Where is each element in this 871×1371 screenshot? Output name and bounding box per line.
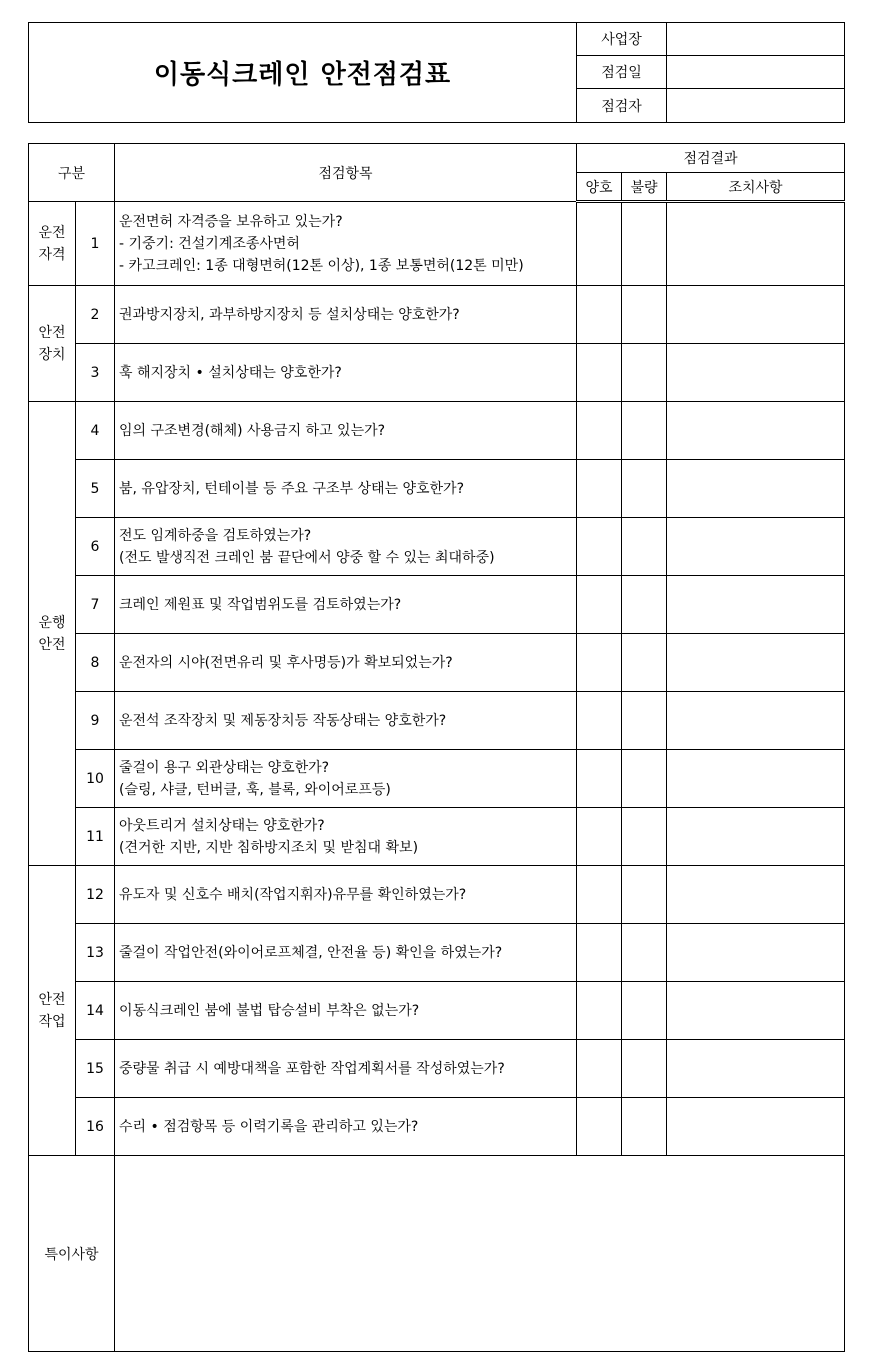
action-cell[interactable] [667, 402, 845, 460]
category-label-line: 자격 [38, 246, 66, 263]
result-good-cell[interactable] [577, 402, 622, 460]
table-row [29, 286, 845, 344]
inspector-label: 점검자 [577, 89, 667, 123]
result-header: 점검결과 [577, 144, 845, 173]
action-cell[interactable] [667, 460, 845, 518]
item-number: 8 [76, 634, 115, 692]
category-label-line: 장치 [38, 346, 66, 363]
result-good-cell[interactable] [577, 866, 622, 924]
check-item-line: 운전석 조작장치 및 제동장치등 작동상태는 양호한가? [119, 712, 447, 729]
result-bad-cell[interactable] [622, 518, 667, 576]
check-item-line: (전도 발생직전 크레인 붐 끝단에서 양중 할 수 있는 최대하중) [119, 549, 495, 566]
result-bad-cell[interactable] [622, 1098, 667, 1156]
result-bad-cell[interactable] [622, 460, 667, 518]
action-cell[interactable] [667, 518, 845, 576]
result-good-cell[interactable] [577, 750, 622, 808]
site-field[interactable] [667, 23, 845, 56]
action-cell[interactable] [667, 634, 845, 692]
result-good-cell[interactable] [577, 808, 622, 866]
check-item-line: 아웃트리거 설치상태는 양호한가? [119, 817, 325, 834]
special-notes-field[interactable] [115, 1156, 845, 1352]
action-cell[interactable] [667, 576, 845, 634]
check-item-line: 운전면허 자격증을 보유하고 있는가? [119, 213, 343, 230]
check-item-text [115, 692, 577, 750]
inspector-field[interactable] [667, 89, 845, 123]
check-item-line: 붐, 유압장치, 턴테이블 등 주요 구조부 상태는 양호한가? [119, 480, 465, 497]
action-cell[interactable] [667, 750, 845, 808]
item-number: 11 [76, 808, 115, 866]
action-cell[interactable] [667, 344, 845, 402]
table-row [29, 924, 845, 982]
check-item-text [115, 634, 577, 692]
table-row [29, 202, 845, 286]
category-label [29, 286, 76, 402]
header-table [28, 22, 845, 123]
check-item-text [115, 982, 577, 1040]
table-row [29, 982, 845, 1040]
category-label-line: 운행 [38, 614, 66, 631]
check-item-line: (견거한 지반, 지반 침하방지조치 및 받침대 확보) [119, 839, 419, 856]
check-item-line: 전도 임계하중을 검토하였는가? [119, 527, 312, 544]
result-bad-cell[interactable] [622, 344, 667, 402]
action-cell[interactable] [667, 982, 845, 1040]
table-row [29, 750, 845, 808]
result-bad-cell[interactable] [622, 924, 667, 982]
result-good-cell[interactable] [577, 634, 622, 692]
check-item-line: 권과방지장치, 과부하방지장치 등 설치상태는 양호한가? [119, 306, 460, 323]
item-number: 3 [76, 344, 115, 402]
result-bad-cell[interactable] [622, 750, 667, 808]
result-bad-cell[interactable] [622, 202, 667, 286]
category-label-line: 작업 [38, 1013, 66, 1030]
table-row [29, 692, 845, 750]
result-good-cell[interactable] [577, 286, 622, 344]
check-item-line: (슬링, 샤클, 턴버클, 훅, 블록, 와이어로프등) [119, 781, 391, 798]
check-item-line: 임의 구조변경(해체) 사용금지 하고 있는가? [119, 422, 386, 439]
table-row [29, 1098, 845, 1156]
category-label-line: 안전 [38, 991, 66, 1008]
check-item-line: 이동식크레인 붐에 불법 탑승설비 부착은 없는가? [119, 1002, 420, 1019]
site-label: 사업장 [577, 23, 667, 56]
action-cell[interactable] [667, 1040, 845, 1098]
result-good-cell[interactable] [577, 1098, 622, 1156]
result-good-cell[interactable] [577, 518, 622, 576]
item-number: 5 [76, 460, 115, 518]
check-item-line: 크레인 제원표 및 작업범위도를 검토하였는가? [119, 596, 402, 613]
table-row [29, 576, 845, 634]
bad-header: 불량 [622, 173, 667, 202]
check-item-text [115, 344, 577, 402]
category-label-line: 안전 [38, 324, 66, 341]
check-item-line: 중량물 취급 시 예방대책을 포함한 작업계획서를 작성하였는가? [119, 1060, 505, 1077]
item-number: 6 [76, 518, 115, 576]
category-label-line: 운전 [38, 224, 66, 241]
special-notes-label: 특이사항 [29, 1156, 115, 1352]
action-cell[interactable] [667, 692, 845, 750]
check-item-text [115, 1098, 577, 1156]
action-cell[interactable] [667, 866, 845, 924]
check-item-line: 유도자 및 신호수 배치(작업지휘자)유무를 확인하였는가? [119, 886, 467, 903]
form-title: 이동식크레인 안전점검표 [29, 23, 577, 123]
check-item-line: 운전자의 시야(전면유리 및 후사명등)가 확보되었는가? [119, 654, 453, 671]
action-header: 조치사항 [667, 173, 845, 202]
check-item-text [115, 808, 577, 866]
result-bad-cell[interactable] [622, 576, 667, 634]
checklist-table [28, 143, 845, 1352]
check-item-text [115, 1040, 577, 1098]
check-item-line: - 카고크레인: 1종 대형면허(12톤 이상), 1종 보통면허(12톤 미만) [119, 257, 524, 274]
check-item-text [115, 750, 577, 808]
table-row [29, 808, 845, 866]
action-cell[interactable] [667, 1098, 845, 1156]
check-item-line: - 기중기: 건설기계조종사면허 [119, 235, 300, 252]
inspection-date-label: 점검일 [577, 56, 667, 89]
result-bad-cell[interactable] [622, 866, 667, 924]
item-number: 4 [76, 402, 115, 460]
table-row [29, 518, 845, 576]
result-good-cell[interactable] [577, 576, 622, 634]
result-good-cell[interactable] [577, 924, 622, 982]
result-good-cell[interactable] [577, 692, 622, 750]
category-header: 구분 [29, 144, 115, 202]
action-cell[interactable] [667, 202, 845, 286]
item-number: 16 [76, 1098, 115, 1156]
result-bad-cell[interactable] [622, 286, 667, 344]
check-item-text [115, 576, 577, 634]
result-bad-cell[interactable] [622, 982, 667, 1040]
table-row [29, 866, 845, 924]
result-bad-cell[interactable] [622, 402, 667, 460]
check-item-text [115, 924, 577, 982]
check-item-text [115, 286, 577, 344]
result-bad-cell[interactable] [622, 808, 667, 866]
inspection-date-field[interactable] [667, 56, 845, 89]
result-good-cell[interactable] [577, 1040, 622, 1098]
result-good-cell[interactable] [577, 202, 622, 286]
action-cell[interactable] [667, 286, 845, 344]
action-cell[interactable] [667, 808, 845, 866]
result-good-cell[interactable] [577, 982, 622, 1040]
result-bad-cell[interactable] [622, 692, 667, 750]
check-item-line: 수리 • 점검항목 등 이력기록을 관리하고 있는가? [119, 1118, 419, 1135]
category-label-line: 안전 [38, 636, 66, 653]
check-item-text [115, 518, 577, 576]
item-number: 15 [76, 1040, 115, 1098]
table-row [29, 634, 845, 692]
check-item-line: 줄걸이 용구 외관상태는 양호한가? [119, 759, 330, 776]
category-label [29, 202, 76, 286]
table-row [29, 460, 845, 518]
result-good-cell[interactable] [577, 344, 622, 402]
table-row [29, 402, 845, 460]
check-item-text [115, 402, 577, 460]
item-number: 7 [76, 576, 115, 634]
good-header: 양호 [577, 173, 622, 202]
item-header: 점검항목 [115, 144, 577, 202]
category-label [29, 866, 76, 1156]
result-bad-cell[interactable] [622, 1040, 667, 1098]
category-label [29, 402, 76, 866]
table-row [29, 1040, 845, 1098]
table-row [29, 344, 845, 402]
item-number: 1 [76, 202, 115, 286]
check-item-text [115, 460, 577, 518]
result-bad-cell[interactable] [622, 634, 667, 692]
check-item-line: 훅 해지장치 • 설치상태는 양호한가? [119, 364, 342, 381]
check-item-text [115, 866, 577, 924]
item-number: 12 [76, 866, 115, 924]
item-number: 2 [76, 286, 115, 344]
result-good-cell[interactable] [577, 460, 622, 518]
item-number: 13 [76, 924, 115, 982]
item-number: 10 [76, 750, 115, 808]
action-cell[interactable] [667, 924, 845, 982]
item-number: 14 [76, 982, 115, 1040]
check-item-text [115, 202, 577, 286]
item-number: 9 [76, 692, 115, 750]
check-item-line: 줄걸이 작업안전(와이어로프체결, 안전율 등) 확인을 하였는가? [119, 944, 503, 961]
